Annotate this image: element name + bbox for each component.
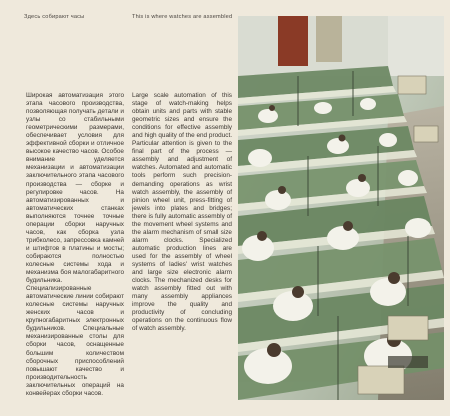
caption-english: This is where watches are assembled [132, 14, 233, 20]
caption-russian: Здесь собирают часы [24, 14, 85, 20]
assembly-hall-illustration [238, 16, 444, 400]
watch-assembly-hall-photo [238, 16, 444, 400]
body-text-russian: Широкая автоматизация этого этапа часового производства, позволяющая получать детали и узлы со стабильными геометрическими размерами, обеспечивает условия для эффективной сборки и отличное высокое качество часов. Особое внимание уделяется механизации и автоматизации заключительного этапа часового производства — сборке и регулировке часов. На автоматизированных и автоматических станках выполняются точнее точные операции сборки наручных часов, как сборка узла трибколесо, запрессовка камней и штифтов в платины и мосты; собираются полностью колесные системы хода и механизма боя малогабаритного будильника. Специализированные автоматические линии собирают колесные системы наручных женских часов и крупногабаритных электронных будильников. Специальные механизированные столы для сборки часов, оснащенные большим количеством сборочных приспособлений повышают качество и производительность заключительных операций на конвейерах сборки часов. [26, 92, 124, 397]
body-text-english: Large scale automation of this stage of watch-making helps obtain units and parts with stable geometric sizes and ensure the conditions for effective assembly and high quality of the end product. Particular attention is given to the final part of the process — assembly and adjustment of watches. Automated and automatic tools perform such precision-demanding operations as wrist watch assembly, the assembly of pinion wheel unit, press-fitting of jewels into plates and bridges; there is fully automatic assembly of the movement wheel systems and the alarm mechanism of small size alarm clocks. Specialized automatic production lines are used for the assembly of wheel systems of ladies' wrist watches and large size electronic alarm clocks. The mechanized desks for watch assembly fitted out with many assembly appliances improve the quality and productivity of concluding operations on the continuous flow of watch assembly. [132, 92, 232, 333]
